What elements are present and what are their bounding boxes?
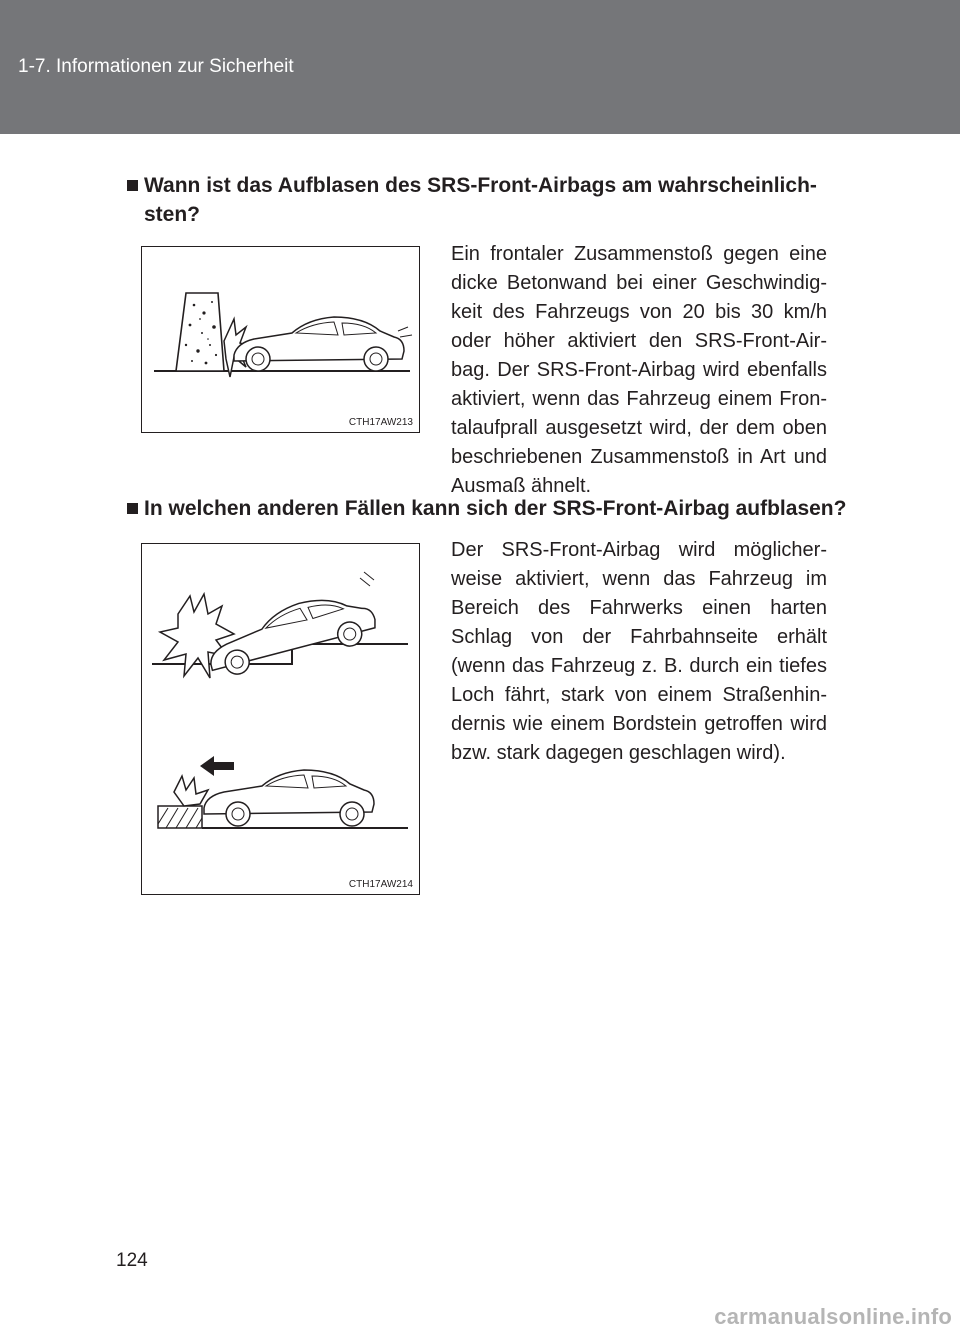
wall-collision-illustration [142,247,419,432]
heading-2-text: In welchen anderen Fällen kann sich der SRS-Front-Airbag aufblasen? [144,497,847,520]
figure-code-1: CTH17AW213 [348,417,413,428]
page-number: 124 [116,1250,148,1271]
section-heading-2 [127,494,847,523]
section-1-body: Ein frontaler Zusammenstoß gegen eine dicke Betonwand bei einer Geschwindig-keit des Fahrzeugs von 20 bis 30 km/h oder höher aktiviert den SRS-Front-Air-bag. Der SRS-Front-Airbag wird ebenfalls aktiviert, wenn das Fahrzeug einem Fron-talaufprall ausgesetzt wird, der dem oben beschriebenen Zusammenstoß in Art und Ausmaß ähnelt. [451,243,827,497]
bullet-square-icon [127,180,138,191]
heading-1-line2: sten? [144,203,201,226]
figure-wall-collision [141,246,420,433]
section-2-body: Der SRS-Front-Airbag wird möglicher-weise aktiviert, wenn das Fahrzeug im Bereich des Fahrwerks einen harten Schlag von der Fahrbahnseite erhält (wenn das Fahrzeug z. B. durch ein tiefes Loch fährt, stark von einem Straßenhin-dernis wie einem Bordstein getroffen wird bzw. stark dagegen geschlagen wird). [451,539,827,764]
figure-road-impact [141,543,420,895]
section-heading-1 [127,171,839,229]
road-impact-illustration [142,544,419,894]
watermark-text: carmanualsonline.info [714,1304,952,1329]
heading-1-line1: Wann ist das Aufblasen des SRS-Front-Airbags am wahrscheinlich- [144,174,817,197]
figure-code-2: CTH17AW214 [348,879,413,890]
section-title: 1-7. Informationen zur Sicherheit [18,56,294,77]
bullet-square-icon [127,503,138,514]
section-header-bar [0,0,960,134]
